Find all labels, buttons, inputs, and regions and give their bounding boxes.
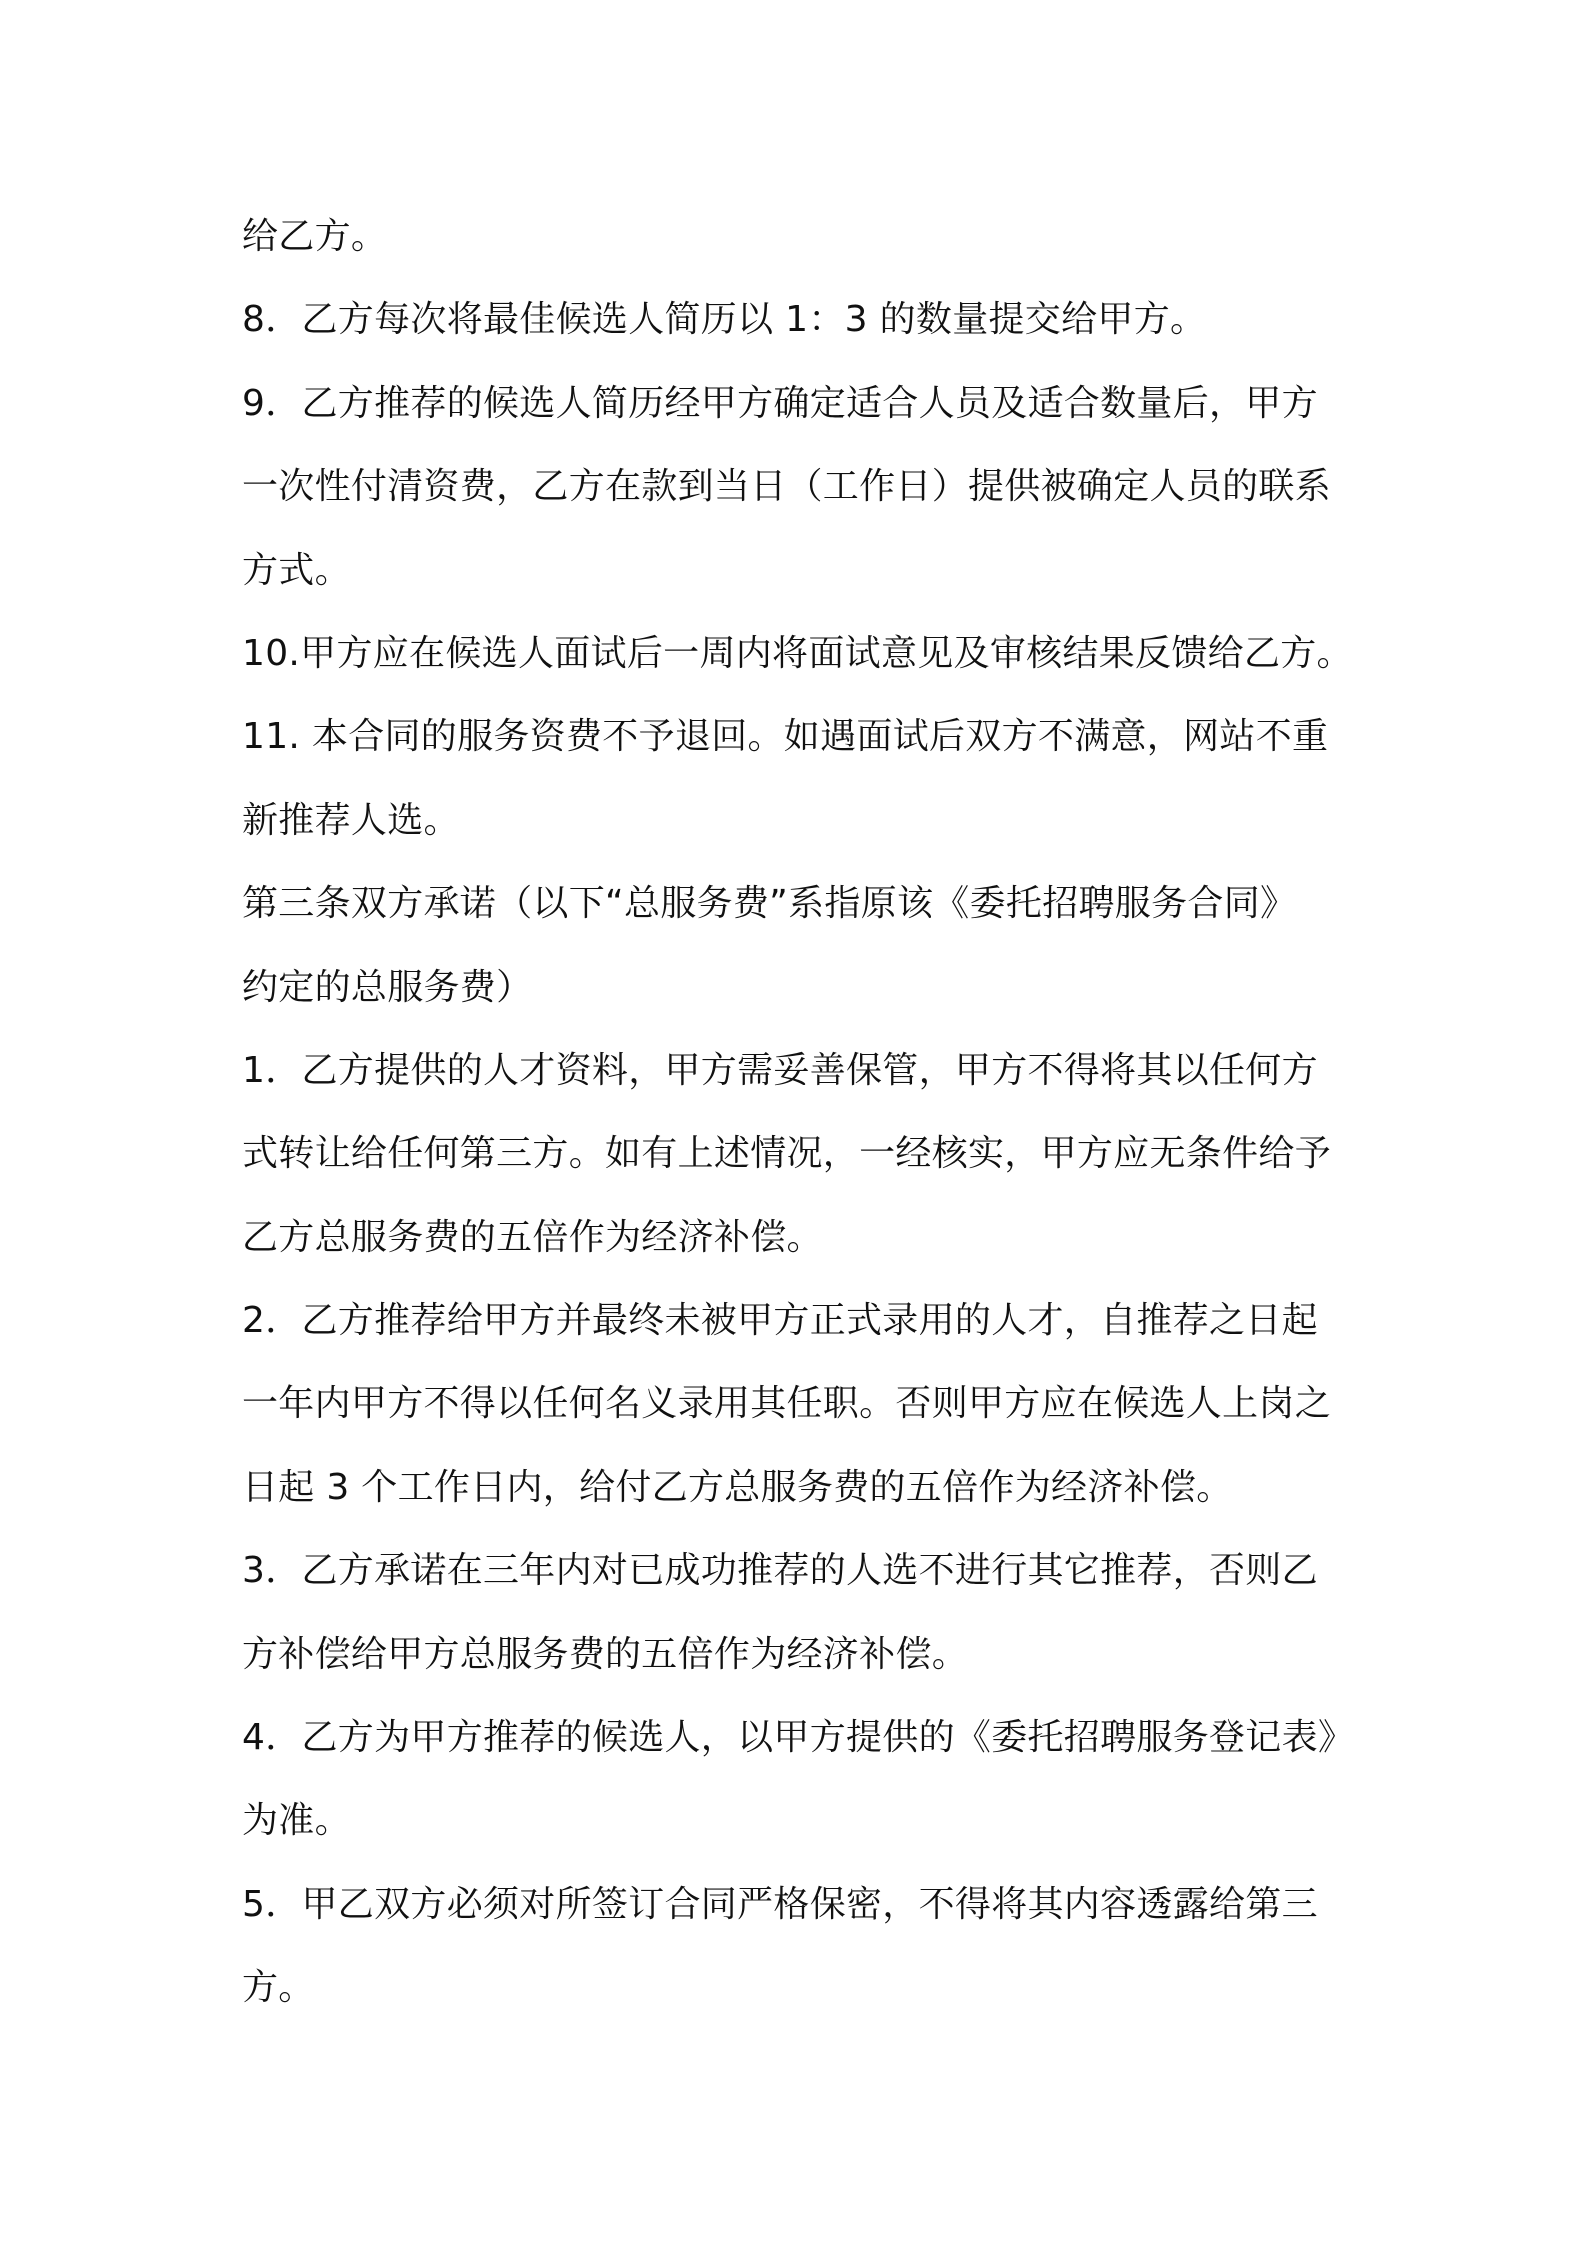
commitment-1-line-2: 式转让给任何第三方。如有上述情况，一经核实，甲方应无条件给予	[242, 1133, 1332, 1175]
clause-11-line-1: 11. 本合同的服务资费不予退回。如遇面试后双方不满意，网站不重	[242, 716, 1329, 758]
commitment-1-line-3: 乙方总服务费的五倍作为经济补偿。	[242, 1216, 823, 1258]
clause-8-line: 8．乙方每次将最佳候选人简历以 1：3 的数量提交给甲方。	[242, 299, 1207, 341]
commitment-4-line-1: 4．乙方为甲方推荐的候选人，以甲方提供的《委托招聘服务登记表》	[242, 1717, 1355, 1759]
clause-10-line: 10.甲方应在候选人面试后一周内将面试意见及审核结果反馈给乙方。	[242, 632, 1353, 674]
contract-page	[242, 195, 1382, 2030]
commitment-2-line-2: 一年内甲方不得以任何名义录用其任职。否则甲方应在候选人上岗之	[242, 1383, 1332, 1425]
clause-9-line-3: 方式。	[242, 549, 351, 591]
article-3-heading-line-2: 约定的总服务费）	[242, 966, 533, 1008]
commitment-3-line-1: 3．乙方承诺在三年内对已成功推荐的人选不进行其它推荐，否则乙	[242, 1550, 1318, 1592]
commitment-3-line-2: 方补偿给甲方总服务费的五倍作为经济补偿。	[242, 1633, 969, 1675]
commitment-2-line-1: 2．乙方推荐给甲方并最终未被甲方正式录用的人才，自推荐之日起	[242, 1300, 1318, 1342]
commitment-5-line-2: 方。	[242, 1967, 315, 2009]
clause-11-line-2: 新推荐人选。	[242, 799, 460, 841]
commitment-1-line-1: 1．乙方提供的人才资料，甲方需妥善保管，甲方不得将其以任何方	[242, 1049, 1318, 1091]
commitment-5-line-1: 5．甲乙双方必须对所签订合同严格保密，不得将其内容透露给第三	[242, 1883, 1318, 1925]
article-3-heading-line-1: 第三条双方承诺（以下“总服务费”系指原该《委托招聘服务合同》	[242, 883, 1297, 925]
clause-9-line-1: 9．乙方推荐的候选人简历经甲方确定适合人员及适合数量后，甲方	[242, 382, 1318, 424]
text-line: 给乙方。	[242, 216, 388, 257]
commitment-4-line-2: 为准。	[242, 1800, 351, 1842]
commitment-2-line-3: 日起 3 个工作日内，给付乙方总服务费的五倍作为经济补偿。	[242, 1466, 1233, 1508]
clause-9-line-2: 一次性付清资费，乙方在款到当日（工作日）提供被确定人员的联系	[242, 466, 1332, 508]
